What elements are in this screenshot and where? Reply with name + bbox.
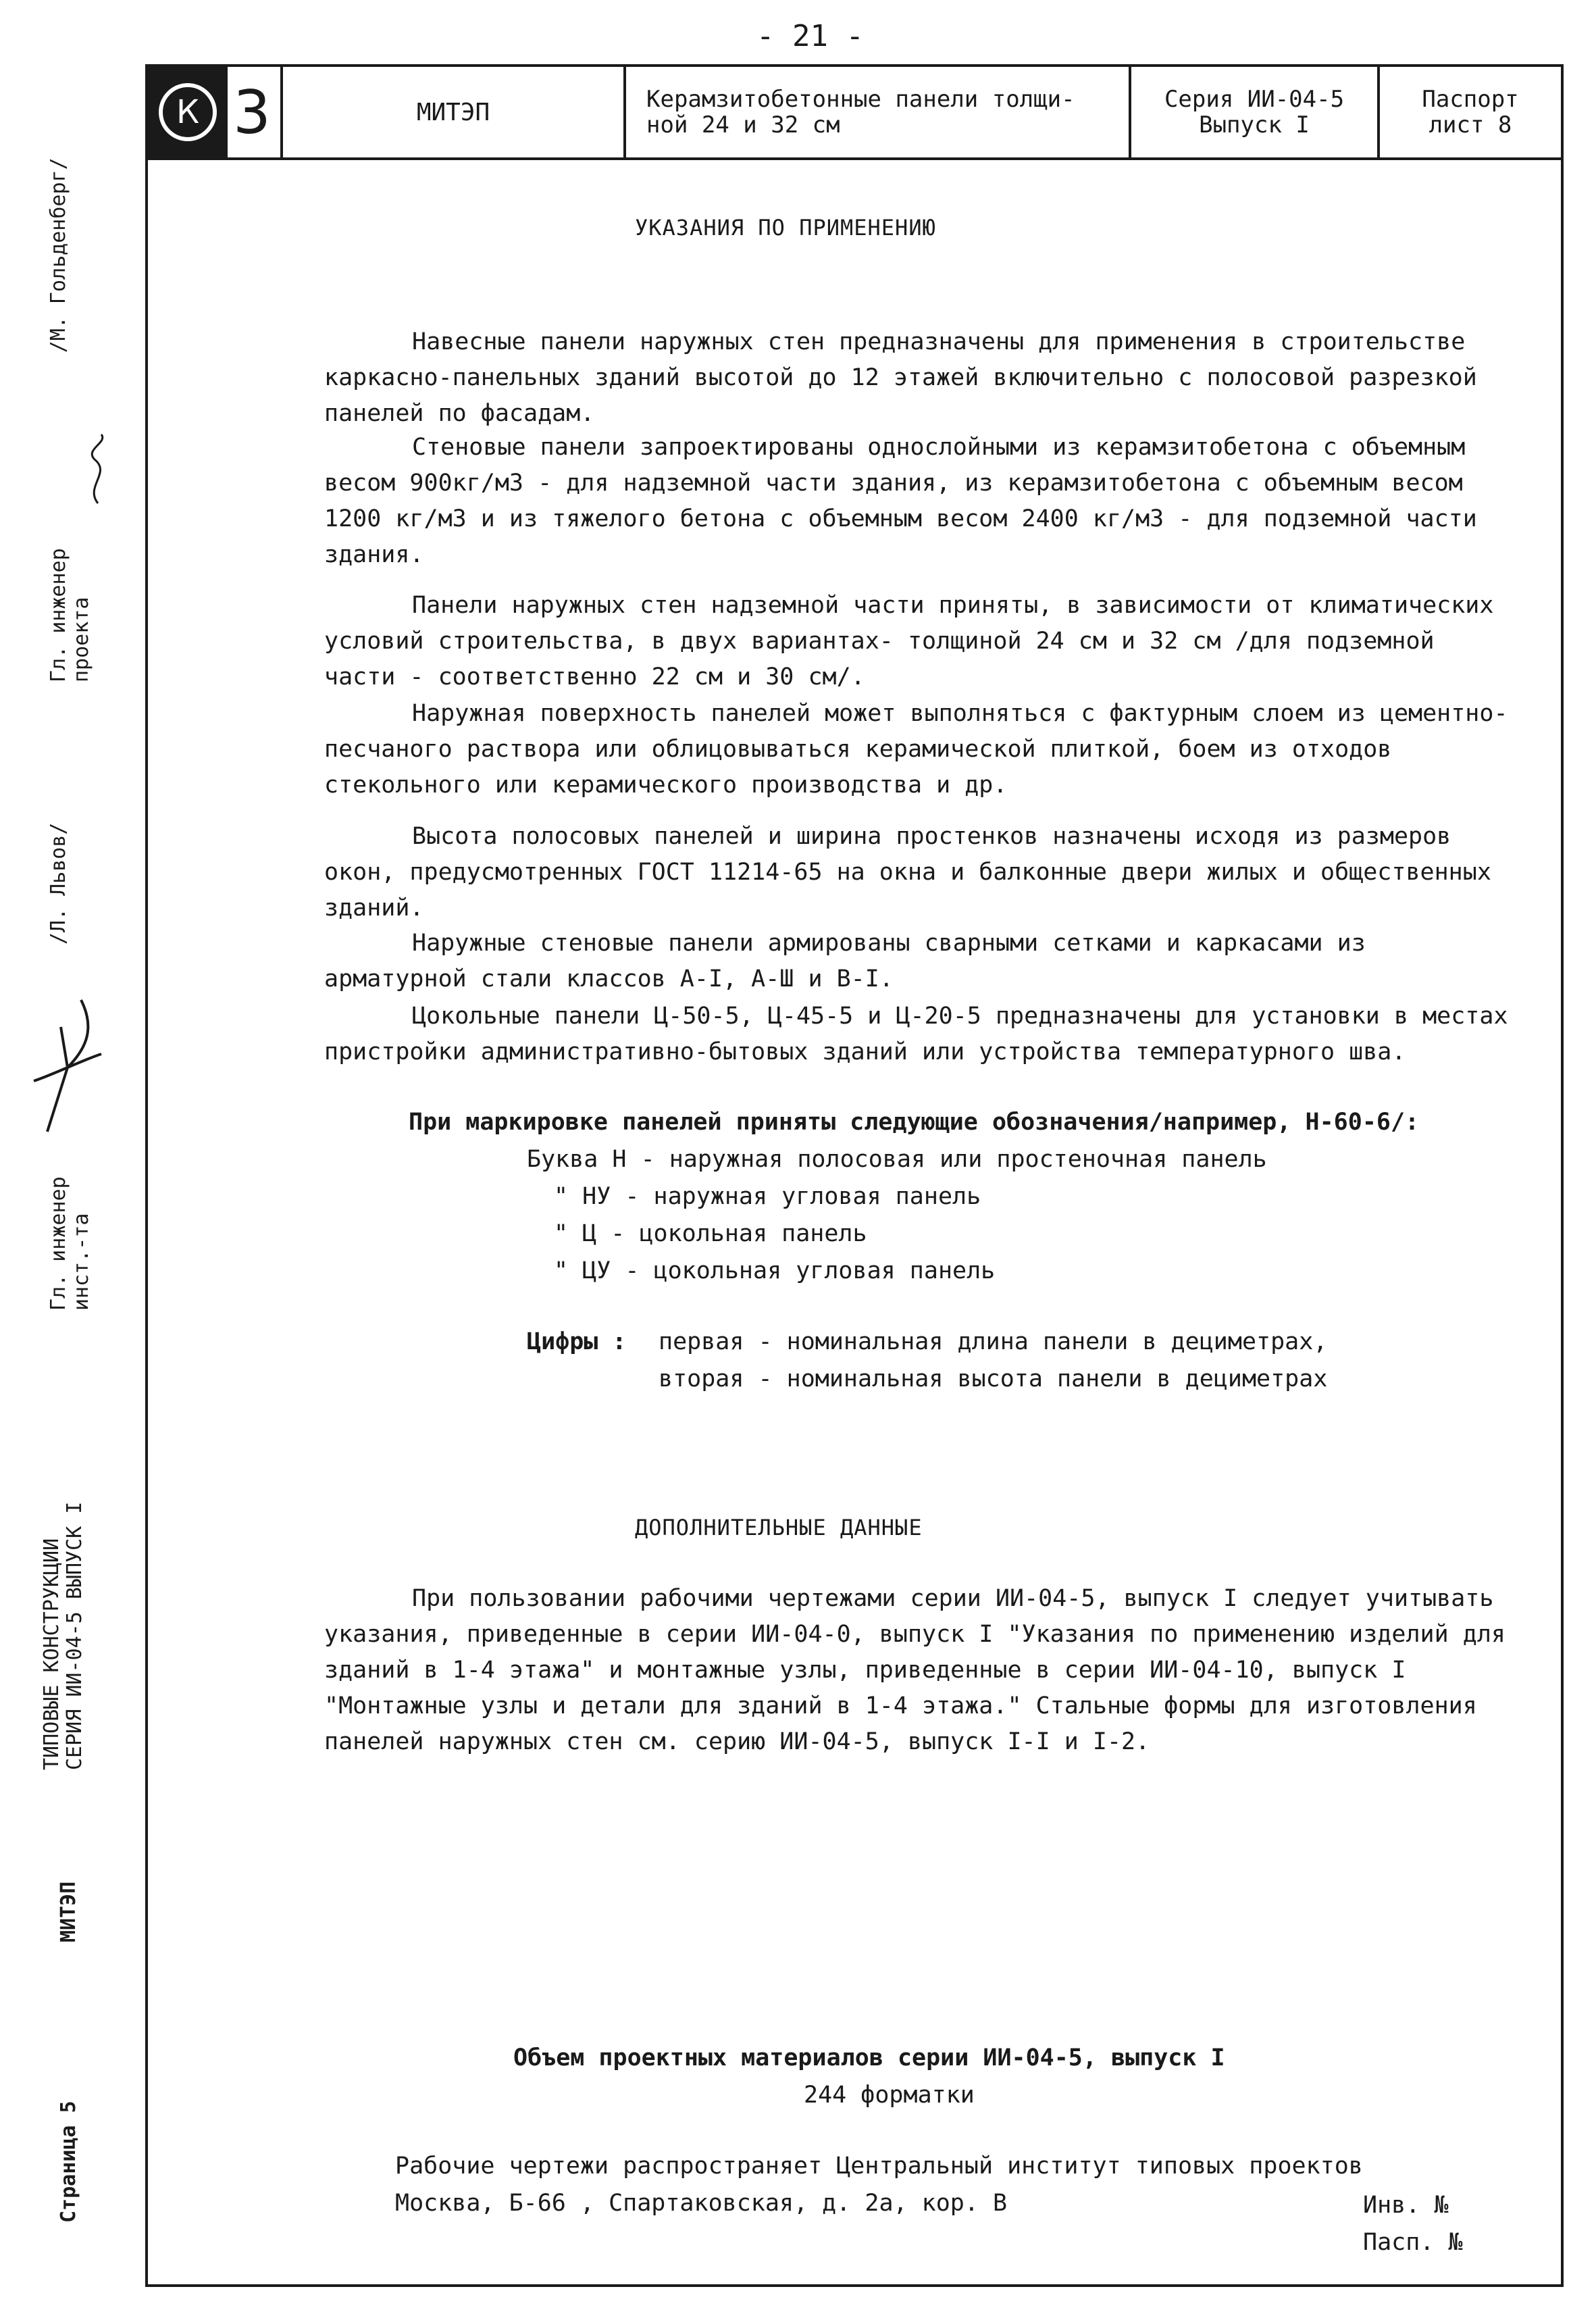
digits-item-1: первая - номинальная длина панели в дециметрах, [659,1328,1328,1355]
paragraph-5: Высота полосовых панелей и ширина простенков назначены исходя из размеров окон, предусмотренных ГОСТ 11214-65 на окна и балконные двери жилых и общественных зданий. [324,823,1491,922]
paragraph-3: Панели наружных стен надземной части приняты, в зависимости от климатических условий строительства, в двух вариантах- толщиной 24 см и 32 см /для подземной части - соответственно 22 см и 30 см/. [324,592,1494,690]
series-cell [1131,67,1380,157]
paragraph-4: Наружная поверхность панелей может выполняться с фактурным слоем из цементно-песчаного раствора или облицовываться керамической плиткой, боем из отходов стекольного или керамического производства и др. [324,700,1508,799]
series-line1: Серия ИИ-04-5 [1164,86,1345,113]
volume-line2: 244 форматки [804,2082,975,2109]
paragraph-6: Наружные стеновые панели армированы сварными сетками и каркасами из арматурной стали классов А-I, А-Ш и В-I. [324,930,1366,992]
document-title-cell [626,67,1131,157]
chief-inst-engineer-subtitle: инст.-та [70,1213,93,1311]
signature-2-icon [20,986,108,1135]
distribution-line2: Москва, Б-66 , Спартаковская, д. 2а, кор. В [395,2190,1008,2217]
passport-line2: лист 8 [1428,111,1512,139]
passport-cell [1380,67,1561,157]
typical-constructions-stamp [41,1502,86,1770]
legend-item-1: Буква Н - наружная полосовая или простеночная панель [527,1146,1267,1173]
paragraph-2: Стеновые панели запроектированы однослойными из керамзитобетона с объемным весом 900кг/м3 - для надземной части здания, из керамзитобетона с объемным весом 1200 кг/м3 и из тяжелого бетона с объемным весом 2400 кг/м3 - для подземной части здания. [324,434,1477,568]
legend-item-3: " Ц - цокольная панель [554,1220,867,1247]
section1-heading: УКАЗАНИЯ ПО ПРИМЕНЕНИЮ [635,215,936,241]
series-line2: Выпуск I [1199,111,1310,139]
digits-label: Цифры : [527,1328,627,1355]
sidebar-page-stamp [57,2101,80,2223]
document-title-line1: Керамзитобетонные панели толщи- [646,86,1075,113]
sidebar-org: МИТЭП [57,1881,80,1942]
inventory-number: Инв. № [1363,2192,1449,2219]
paragraph-8: При пользовании рабочими чертежами серии ИИ-04-5, выпуск I следует учитывать указания, приведенные в серии ИИ-04-0, выпуск I "Указания по применению изделий для зданий в 1-4 этажа" и монтажные узлы, приведенные в серии ИИ-04-10, выпуск I "Монтажные узлы и детали для зданий в 1-4 этажа." Стальные формы для изготовления панелей наружных стен см. серию ИИ-04-5, выпуск I-I и I-2. [324,1585,1505,1755]
organization-name: МИТЭП [416,98,490,126]
page-number: - 21 - [756,19,864,53]
volume-line1: Объем проектных материалов серии ИИ-04-5, выпуск I [513,2044,1225,2071]
legend-item-2: " НУ - наружная угловая панель [554,1183,981,1210]
sidebar-org-stamp [57,1882,80,1942]
passport-line1: Паспорт [1422,86,1519,113]
legend-item-4: " ЦУ - цокольная угловая панель [554,1257,996,1284]
logo-number: 3 [233,77,271,147]
passport-number: Пасп. № [1363,2229,1463,2256]
paragraph-7: Цокольные панели Ц-50-5, Ц-45-5 и Ц-20-5 предназначены для установки в местах пристройки административно-бытовых зданий или устройства температурного шва. [324,1003,1508,1065]
chief-engineer-title: Гл. инженер /М. Гольденберг/ [47,157,70,682]
organization-cell [283,67,626,157]
section2-heading: ДОПОЛНИТЕЛЬНЫЕ ДАННЫЕ [635,1515,923,1540]
paragraph-1: Навесные панели наружных стен предназначены для применения в строительстве каркасно-панельных зданий высотой до 12 этажей включительно с полосовой разрезкой панелей по фасадам. [324,328,1477,427]
chief-engineer-subtitle: проекта [70,597,93,682]
signature-1-icon [78,432,118,507]
sidebar-page: Страница 5 [57,2101,80,2223]
marking-intro: При маркировке панелей приняты следующие обозначения/например, Н-60-6/: [409,1109,1420,1136]
logo-icon [148,67,228,157]
distribution-line1: Рабочие чертежи распространяет Центральный институт типовых проектов [395,2153,1363,2180]
document-title-line2: ной 24 и 32 см [646,111,840,139]
logo-circle-icon [155,80,220,145]
typical-constructions-line1: ТИПОВЫЕ КОНСТРУКЦИИ [40,1538,63,1770]
digits-item-2: вторая - номинальная высота панели в дециметрах [659,1365,1328,1392]
logo-letter: К [176,93,200,131]
chief-inst-engineer-title: Гл. инженер /Л. Львов/ [47,822,70,1311]
logo-cell [148,67,283,157]
typical-constructions-line2: СЕРИЯ ИИ-04-5 ВЫПУСК I [63,1501,86,1770]
chief-engineer-stamp [47,157,93,682]
title-block [145,64,1564,160]
